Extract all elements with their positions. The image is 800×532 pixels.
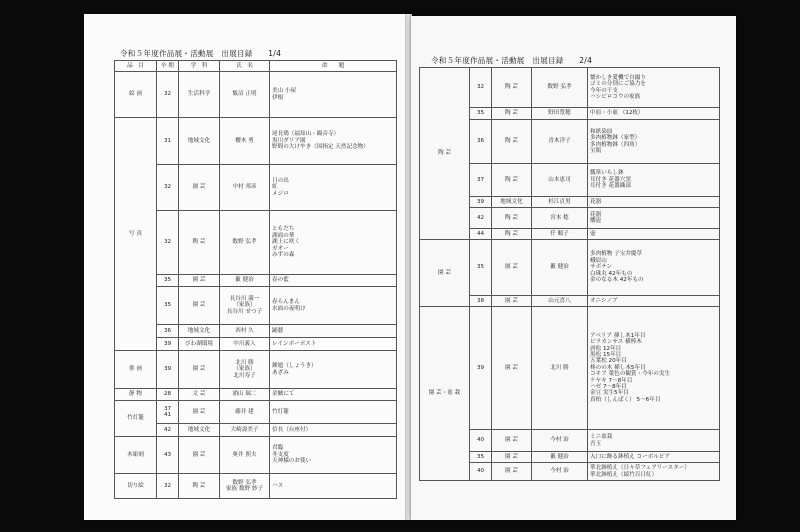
department-cell	[179, 424, 220, 437]
header-item: 品 目	[115, 61, 157, 72]
department-cell	[179, 338, 220, 351]
title-cell-line: ハス	[272, 482, 284, 489]
department-cell-line: 陶 芸	[192, 482, 206, 489]
table-row	[420, 240, 720, 296]
name-cell-line: 山元喜八	[548, 297, 571, 304]
graduation-cell-line: 42	[163, 426, 172, 433]
title-cell-line: ビラカンサス 横棒木	[590, 339, 642, 346]
graduation-cell	[157, 351, 179, 389]
department-cell-line: 文 芸	[192, 391, 206, 398]
department-cell-line: 園 芸	[192, 302, 206, 309]
name-cell	[220, 118, 270, 165]
title-cell	[588, 463, 720, 481]
title-cell-line: 今年の干支	[590, 87, 618, 94]
graduation-cell-line: 32	[163, 184, 172, 191]
name-cell	[532, 307, 588, 430]
name-cell	[220, 389, 270, 401]
name-cell-line: 中川義人	[233, 340, 256, 347]
graduation-cell	[157, 118, 179, 165]
title-cell-line: 吾玉	[590, 440, 602, 447]
graduation-cell	[470, 463, 492, 481]
department-cell-line: 陶 芸	[505, 84, 518, 91]
item-category-cell: 陶 芸	[420, 68, 470, 240]
graduation-cell	[470, 430, 492, 452]
department-cell	[492, 307, 532, 430]
graduation-cell	[470, 208, 492, 229]
title-cell	[270, 338, 397, 351]
name-cell-line: 青木洋子	[548, 138, 571, 145]
graduation-cell-line: 32	[476, 84, 485, 91]
title-cell-line: 湖面の華	[272, 232, 295, 239]
title-cell-line: 天神様のお使い	[272, 458, 312, 465]
graduation-cell	[470, 164, 492, 197]
graduation-cell-line: 28	[163, 391, 172, 398]
graduation-cell-line: 35	[476, 110, 485, 117]
title-cell-line: あざみ	[272, 369, 289, 376]
name-cell-line: 北川寿子	[233, 372, 256, 379]
title-cell-line: ミニ盆栽	[590, 434, 613, 441]
graduation-cell	[470, 229, 492, 240]
department-cell	[492, 197, 532, 208]
name-cell	[532, 229, 588, 240]
title-cell	[270, 275, 397, 287]
graduation-cell-line: 40	[476, 437, 485, 444]
table-row	[115, 72, 397, 118]
title-cell-line: ハシビロコウの家族	[590, 93, 641, 100]
title-cell-line: 黒川ダリア園	[272, 137, 306, 144]
right-catalog-table	[419, 67, 720, 481]
name-cell-line: 長谷川 せつ子	[226, 308, 263, 315]
header-title: 命 題	[270, 61, 397, 72]
title-cell	[270, 118, 397, 165]
name-cell	[220, 287, 270, 325]
name-cell-line: 長谷川 満一	[229, 295, 260, 302]
title-cell-line: 虹	[272, 184, 278, 191]
title-cell-line: 水面の夜明け	[272, 305, 306, 312]
graduation-cell-line: 36	[476, 138, 485, 145]
graduation-cell	[157, 165, 179, 211]
title-cell-line: サボテン	[590, 264, 613, 271]
title-cell	[588, 68, 720, 108]
title-cell-line: ともだち	[272, 226, 295, 233]
department-cell-line: 地域文化	[187, 327, 211, 334]
name-cell	[220, 474, 270, 499]
title-cell	[588, 430, 720, 452]
department-cell	[179, 165, 220, 211]
title-cell	[588, 240, 720, 296]
title-cell-line: 峨眉山	[590, 257, 607, 264]
graduation-cell-line: 32	[163, 239, 172, 246]
name-cell-line: （家族）	[233, 366, 256, 373]
department-cell-line: 園 芸	[505, 437, 518, 444]
title-cell-line: 金鯱にて	[272, 391, 295, 398]
title-cell-line: 黒松 15年目	[590, 351, 622, 358]
name-cell	[220, 165, 270, 211]
title-cell-line: 花器	[590, 211, 602, 218]
graduation-cell-line: 35	[163, 277, 172, 284]
title-cell-line: 竹灯籠	[272, 408, 289, 415]
title-cell-line: 五葉松 20年目	[590, 358, 627, 365]
title-cell	[588, 307, 720, 430]
title-cell-line: レインボーポスト	[272, 340, 317, 347]
name-cell-line: 籔 健治	[550, 264, 569, 271]
department-cell	[492, 452, 532, 463]
name-cell-line: 数野 弘孝	[232, 239, 257, 246]
title-cell	[270, 72, 397, 118]
department-cell	[179, 118, 220, 165]
department-cell-line: 陶 芸	[505, 138, 518, 145]
title-cell-line: 金のなる木 42年もの	[590, 277, 644, 284]
name-cell	[220, 351, 270, 389]
name-cell-line: 宮本 稔	[550, 214, 569, 221]
department-cell-line: びわ湖環境	[185, 340, 213, 347]
name-cell-line: （家族）	[233, 302, 256, 309]
graduation-cell	[157, 211, 179, 275]
department-cell	[179, 474, 220, 499]
name-cell-line: 浦山 瑞二	[232, 391, 257, 398]
department-cell-line: 園 芸	[505, 297, 518, 304]
department-cell-line: 園 芸	[192, 366, 206, 373]
table-row	[115, 165, 397, 211]
title-cell-line: 春の藍	[272, 277, 289, 284]
table-row	[115, 275, 397, 287]
name-cell	[220, 424, 270, 437]
title-cell-line: 日の出	[272, 177, 289, 184]
title-cell	[588, 164, 720, 197]
department-cell-line: 園 芸	[505, 453, 518, 460]
title-cell-line: 伊根	[272, 94, 284, 101]
item-category-cell: 切り絵	[115, 474, 157, 499]
item-category-cell: 園 芸・盆 栽	[420, 307, 470, 481]
name-cell	[532, 463, 588, 481]
title-cell	[588, 208, 720, 229]
name-cell-line: 仟 順子	[550, 230, 569, 237]
graduation-cell-line: 39	[163, 366, 172, 373]
graduation-cell	[157, 401, 179, 424]
title-cell-line: 瓢箪いらし鉢	[590, 170, 624, 177]
title-cell-line: 君臨	[272, 445, 284, 452]
department-cell-line: 陶 芸	[505, 176, 518, 183]
item-category-cell: 俳 画	[115, 351, 157, 389]
title-cell-line: 柊のの木 挿し木5年目	[590, 364, 646, 371]
title-cell	[270, 424, 397, 437]
table-row	[115, 351, 397, 389]
department-cell-line: 陶 芸	[192, 239, 206, 246]
name-cell	[532, 197, 588, 208]
graduation-cell	[470, 68, 492, 108]
name-cell-line: 北川 勝	[550, 364, 569, 371]
table-row	[115, 325, 397, 338]
title-cell	[270, 211, 397, 275]
table-row	[115, 401, 397, 424]
title-cell-line: コキア 葉色の観賞・今年の実生	[590, 371, 671, 378]
name-cell-line: 山本恵司	[548, 176, 571, 183]
graduation-cell-line: 39	[163, 340, 172, 347]
right-page-title: 令和５年度作品展・活動展 出展目録 2/4	[431, 56, 593, 65]
department-cell	[492, 430, 532, 452]
item-category-cell: 写 真	[115, 118, 157, 351]
department-cell-line: 園 芸	[192, 184, 206, 191]
title-cell-line: 入口に飾る鉢植え コーボルピア	[590, 453, 671, 460]
graduation-cell	[157, 287, 179, 325]
department-cell-line: 園 芸	[192, 277, 206, 284]
graduation-cell	[157, 275, 179, 287]
department-cell	[179, 401, 220, 424]
name-cell	[532, 68, 588, 108]
table-row	[115, 287, 397, 325]
name-cell-line: 大崎壽美子	[230, 426, 259, 433]
title-cell	[588, 452, 720, 463]
item-category-cell: 絵 画	[115, 72, 157, 118]
name-cell-line: 杉江貞男	[548, 198, 571, 205]
title-cell-line: 華北鉢植え（綾竹百日紅）	[590, 471, 658, 478]
name-cell-line: 籔 健治	[550, 453, 569, 460]
title-cell-line: 冬支度	[272, 451, 289, 458]
title-cell-line: 多肉植物鉢（家型）	[590, 135, 641, 142]
graduation-cell-line: 38	[476, 297, 485, 304]
title-cell	[588, 120, 720, 164]
title-cell-line: 壺	[590, 230, 596, 237]
graduation-cell-line: 35	[163, 302, 172, 309]
title-cell	[270, 389, 397, 401]
name-cell-line: 藤井 建	[235, 408, 254, 415]
title-cell-line: メジロ	[272, 190, 289, 197]
name-cell	[220, 401, 270, 424]
graduation-cell	[470, 240, 492, 296]
table-row	[420, 307, 720, 430]
graduation-cell	[157, 424, 179, 437]
title-cell-line: ゴミの分別にご協力を	[590, 81, 646, 88]
title-cell-line: 美山 小屋	[272, 88, 297, 95]
department-cell	[179, 211, 220, 275]
graduation-cell-line: 37	[476, 176, 485, 183]
title-cell-line: 信長（台座付）	[272, 426, 312, 433]
graduation-cell	[157, 72, 179, 118]
graduation-cell	[157, 338, 179, 351]
name-cell	[220, 72, 270, 118]
graduation-cell	[470, 307, 492, 430]
title-cell-line: 真柏（しんぱく） 5～6年目	[590, 396, 661, 403]
left-page	[84, 14, 406, 520]
title-cell-line: 燗壺	[590, 218, 602, 224]
title-cell-line: 懐かしき愛機で自撮り	[590, 74, 646, 81]
name-cell	[220, 275, 270, 287]
item-category-cell: 静 物	[115, 389, 157, 401]
name-cell-line: 北川 勝	[235, 359, 254, 366]
department-cell	[179, 72, 220, 118]
graduation-cell-line: 37	[163, 405, 172, 412]
department-cell	[179, 389, 220, 401]
department-cell-line: 地域文化	[187, 426, 211, 433]
department-cell	[492, 68, 532, 108]
graduation-cell-line: 39	[476, 364, 485, 371]
header-department: 学 科	[179, 61, 220, 72]
title-cell	[270, 437, 397, 474]
department-cell-line: 園 芸	[505, 364, 518, 371]
title-cell-line: 宝瓶	[590, 147, 602, 154]
name-cell-line: 西村 久	[235, 327, 254, 334]
table-row	[115, 474, 397, 499]
name-cell	[532, 240, 588, 296]
name-cell-line: 奥井 照夫	[232, 451, 257, 458]
title-cell-line: ケヤキ 7～8年目	[590, 377, 633, 384]
table-row	[115, 338, 397, 351]
name-cell-line: 中村 邦彦	[232, 184, 257, 191]
graduation-cell-line: 43	[163, 451, 172, 458]
title-cell-line: ハゼ 7～8年目	[590, 384, 627, 391]
name-cell-line: 籔 健治	[235, 277, 254, 284]
graduation-cell-line: 42	[476, 214, 485, 221]
left-page-title: 令和５年度作品展・活動展 出展目録 1/4	[120, 49, 282, 58]
title-cell-line: 華北鉢植え（日々草フェアリースター）	[590, 465, 690, 472]
item-category-cell: 竹灯籠	[115, 401, 157, 437]
department-cell	[492, 208, 532, 229]
graduation-cell-line: 32	[163, 91, 172, 98]
title-cell	[588, 296, 720, 307]
name-cell-line: 家族 数野 妙子	[225, 486, 264, 492]
graduation-cell-line: 31	[163, 137, 172, 144]
title-cell	[588, 197, 720, 208]
title-cell-line: 鍾馗（しょうき）	[272, 363, 317, 370]
graduation-cell-line: 32	[163, 482, 172, 489]
title-cell-line: 花器	[590, 198, 602, 205]
graduation-cell	[157, 474, 179, 499]
title-cell-line: 多肉植物 子宝弁慶草	[590, 251, 643, 258]
name-cell	[220, 211, 270, 275]
department-cell	[492, 229, 532, 240]
department-cell	[492, 120, 532, 164]
department-cell-line: 園 芸	[192, 408, 206, 415]
graduation-cell	[157, 389, 179, 401]
graduation-cell	[470, 452, 492, 463]
department-cell	[492, 240, 532, 296]
title-cell	[270, 474, 397, 499]
department-cell-line: 陶 芸	[505, 110, 518, 117]
title-cell-line: 尾長鶏（福知山・観音寺）	[272, 131, 340, 138]
title-cell-line: アベリア 挿し木1年目	[590, 332, 646, 339]
title-cell-line: 野間の大けやき（国指定 天然記念物）	[272, 144, 369, 151]
name-cell-line: 今村 治	[550, 468, 569, 475]
department-cell-line: 陶 芸	[505, 230, 518, 237]
name-cell	[220, 338, 270, 351]
name-cell	[532, 452, 588, 463]
title-cell-line: 金豆 実生5年目	[590, 390, 629, 397]
name-cell	[220, 325, 270, 338]
name-cell-line: 野田豊穂	[548, 110, 571, 117]
name-cell	[532, 108, 588, 120]
title-cell-line: 白珠丸 42年もの	[590, 270, 633, 277]
department-cell	[492, 108, 532, 120]
name-cell-line: 今村 治	[550, 437, 569, 444]
name-cell-line: 櫻木 勇	[235, 137, 254, 144]
graduation-cell-line: 36	[163, 327, 172, 334]
graduation-cell	[157, 325, 179, 338]
name-cell	[220, 437, 270, 474]
table-row	[420, 68, 720, 108]
graduation-cell-line: 35	[476, 453, 485, 460]
department-cell	[179, 351, 220, 389]
name-cell	[532, 120, 588, 164]
graduation-cell-line: 35	[476, 264, 485, 271]
department-cell	[179, 437, 220, 474]
title-cell	[270, 325, 397, 338]
name-cell-line: 数野 弘孝	[547, 84, 572, 91]
title-cell-line: 春らんまん	[272, 299, 300, 306]
table-row	[115, 424, 397, 437]
graduation-cell	[470, 120, 492, 164]
graduation-cell	[470, 296, 492, 307]
title-cell-line: ガオー	[272, 245, 289, 252]
name-cell	[532, 430, 588, 452]
right-page	[411, 16, 736, 520]
title-cell-line: 踊藝	[272, 327, 284, 334]
header-name: 氏 名	[220, 61, 270, 72]
department-cell-line: 地域文化	[500, 198, 523, 205]
name-cell	[532, 164, 588, 197]
title-cell	[270, 165, 397, 211]
name-cell	[532, 296, 588, 307]
graduation-cell-line: 40	[476, 468, 485, 475]
title-cell-line: 唐松 12年目	[590, 345, 622, 352]
graduation-cell-line: 39	[476, 198, 485, 205]
header-graduation: 卒 期	[157, 61, 179, 72]
table-row	[115, 118, 397, 165]
table-row	[115, 389, 397, 401]
graduation-cell-line: 41	[163, 412, 172, 418]
table-row	[115, 211, 397, 275]
name-cell-line: 飯沼 正明	[232, 91, 257, 98]
left-catalog-table	[114, 60, 397, 499]
title-cell-line: 耳付き 花器織部	[590, 183, 631, 190]
graduation-cell-line: 44	[476, 230, 485, 237]
department-cell	[179, 275, 220, 287]
title-cell	[270, 351, 397, 389]
title-cell-line: みずの森	[272, 252, 295, 259]
title-cell-line: オニシノブ	[590, 297, 618, 304]
item-category-cell: 木彫刻	[115, 437, 157, 474]
department-cell	[492, 463, 532, 481]
name-cell-line: 数野 弘孝	[232, 479, 257, 486]
name-cell	[532, 208, 588, 229]
department-cell-line: 陶 芸	[505, 214, 518, 221]
department-cell	[179, 325, 220, 338]
title-cell	[588, 108, 720, 120]
title-cell-line: 中皿・小皿 （12枚）	[590, 110, 644, 117]
department-cell-line: 園 芸	[505, 264, 518, 271]
title-cell-line: 湖上に咲く	[272, 239, 300, 246]
title-cell-line: 和紙染皿	[590, 128, 613, 135]
department-cell-line: 生活科学	[187, 91, 211, 98]
title-cell	[270, 401, 397, 424]
graduation-cell	[470, 108, 492, 120]
department-cell	[492, 164, 532, 197]
graduation-cell	[470, 197, 492, 208]
department-cell-line: 地域文化	[187, 137, 211, 144]
item-category-cell: 園 芸	[420, 240, 470, 307]
department-cell-line: 園 芸	[192, 451, 206, 458]
title-cell-line: 多肉植物鉢（四角）	[590, 141, 641, 148]
table-row	[115, 437, 397, 474]
graduation-cell	[157, 437, 179, 474]
department-cell	[179, 287, 220, 325]
department-cell	[492, 296, 532, 307]
department-cell-line: 園 芸	[505, 468, 518, 475]
title-cell-line: 耳付き 花器穴窯	[590, 176, 631, 183]
title-cell	[588, 229, 720, 240]
title-cell	[270, 287, 397, 325]
